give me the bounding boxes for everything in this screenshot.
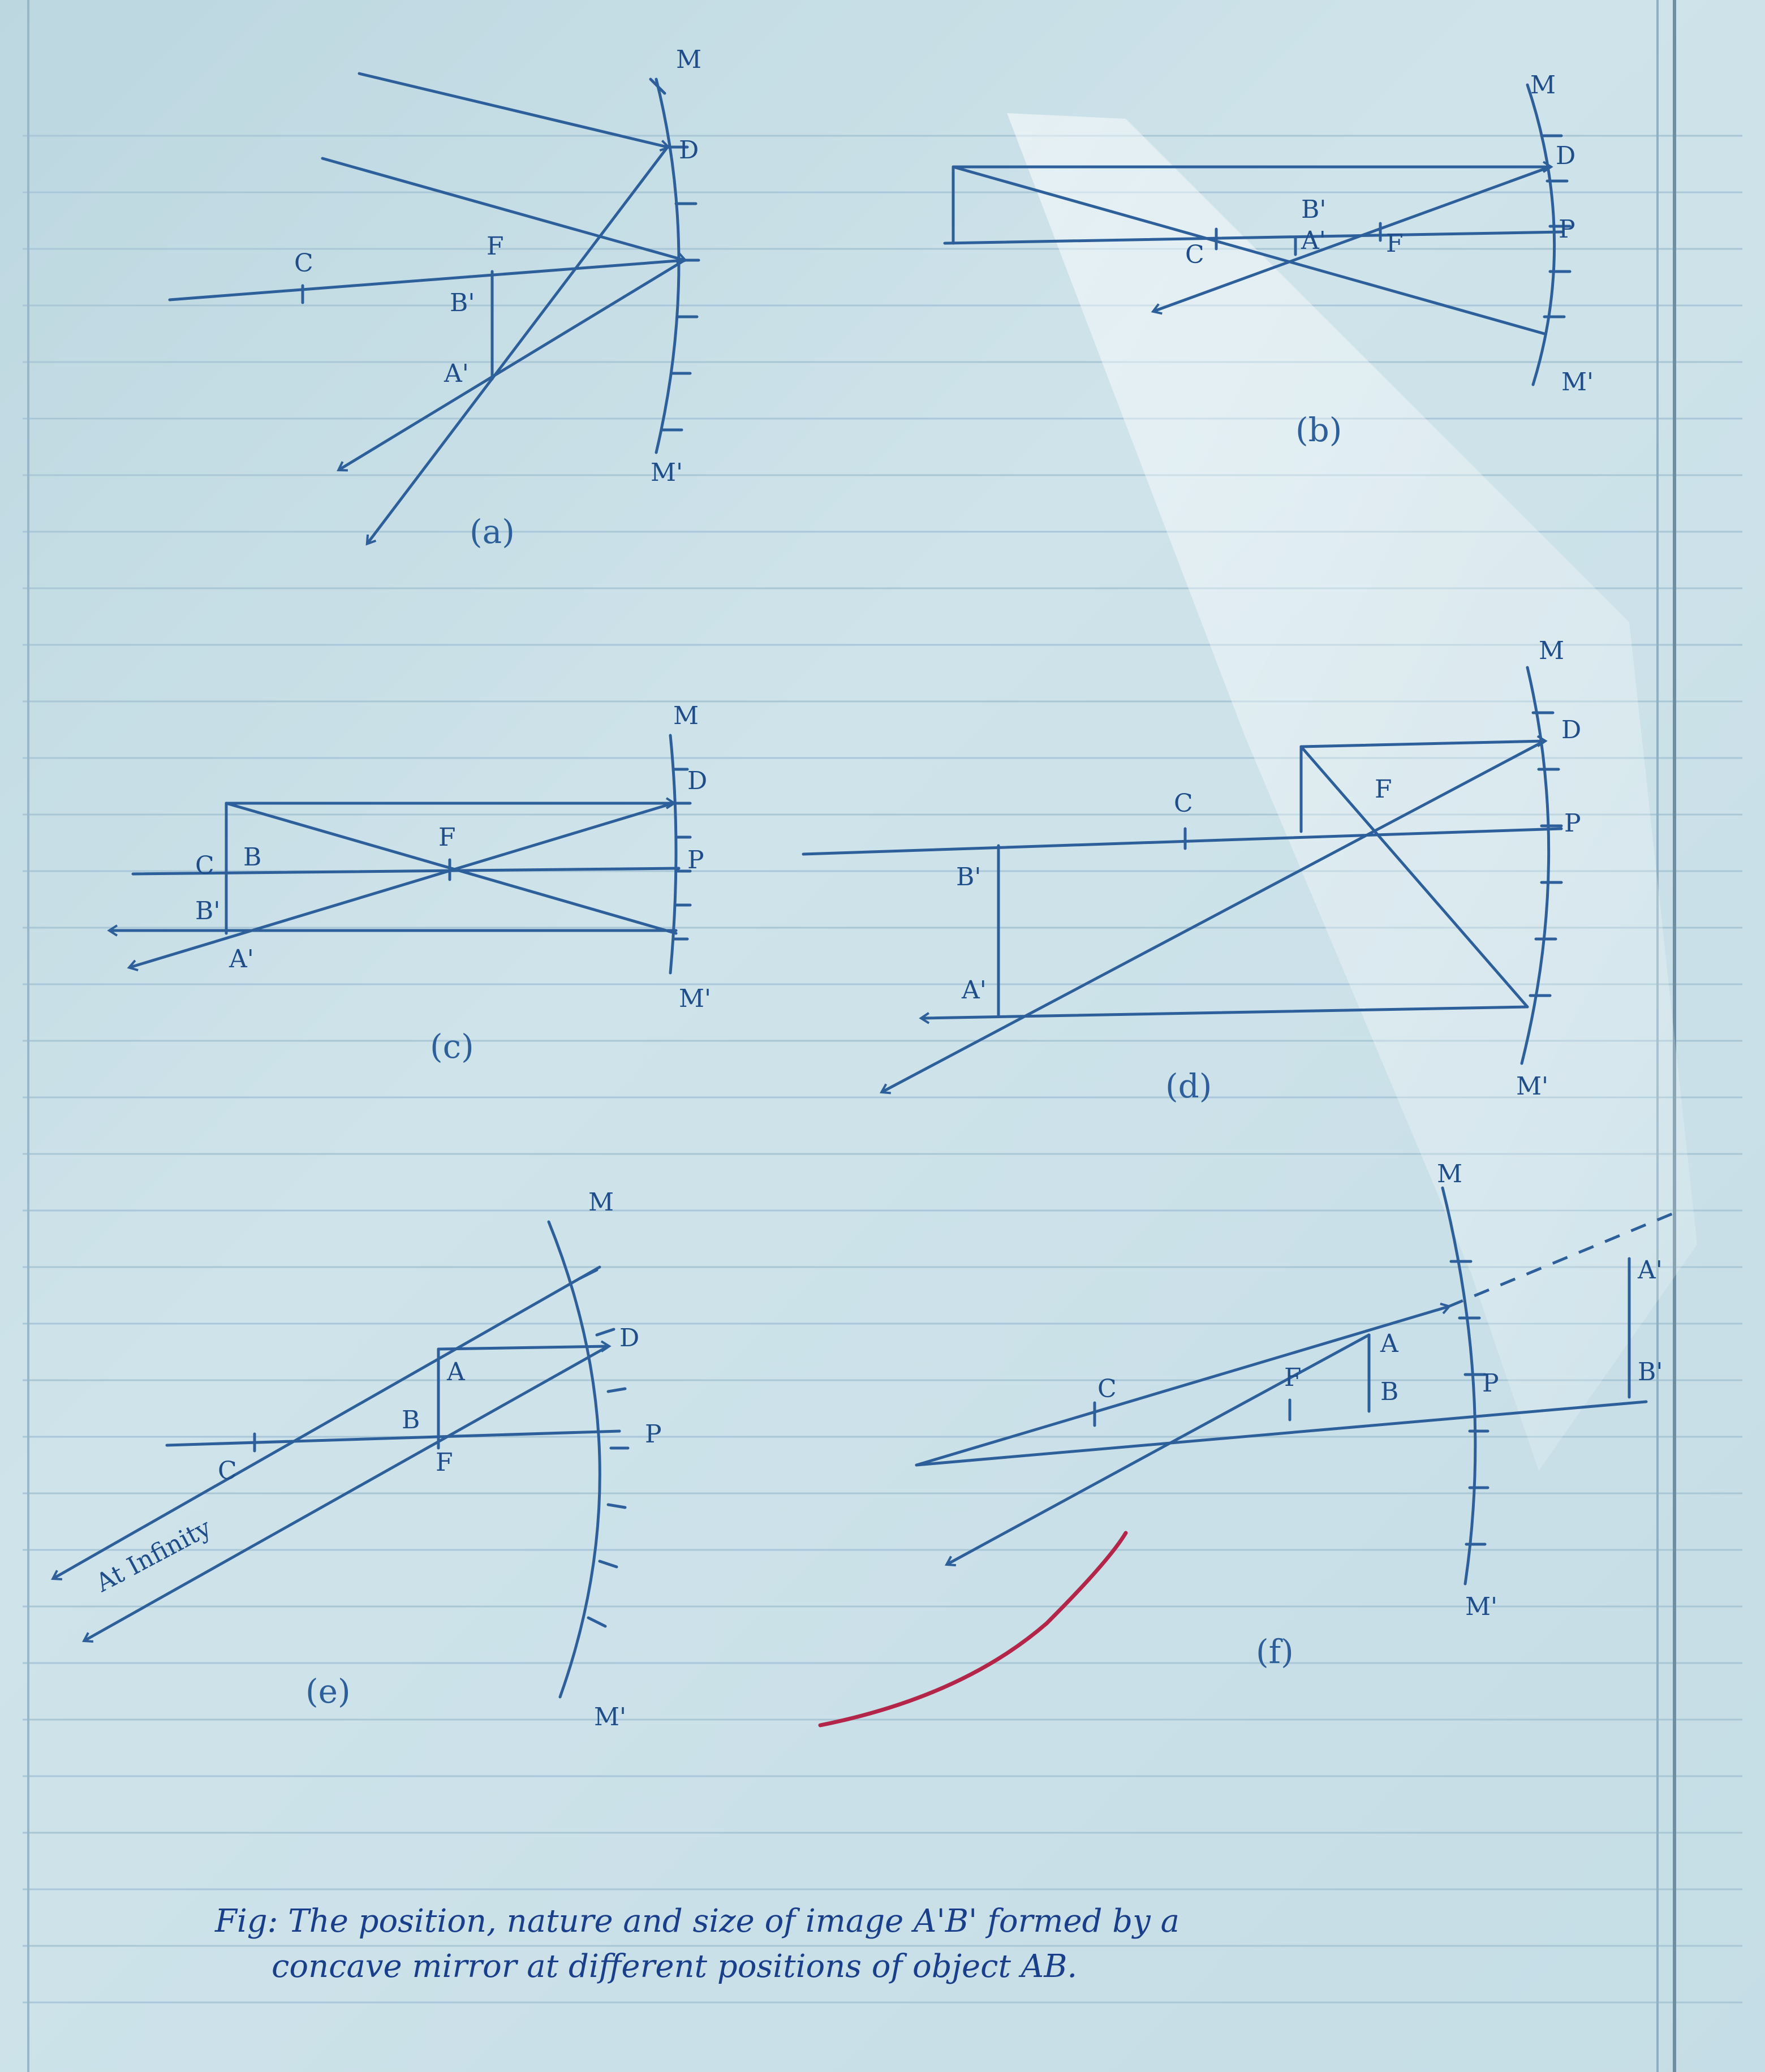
caption-c: (c) <box>430 1027 474 1066</box>
label-f-b: F <box>1386 229 1404 258</box>
label-b1-f: B' <box>1638 1358 1663 1386</box>
label-b1-c: B' <box>195 897 221 925</box>
ray-a3 <box>368 147 668 543</box>
label-c-e: C <box>218 1457 237 1485</box>
label-m-e: M <box>588 1188 614 1217</box>
label-a1-a: A' <box>444 359 469 388</box>
label-m1-e: M' <box>594 1703 627 1731</box>
label-m-c: M <box>673 701 699 730</box>
label-m1-f: M' <box>1465 1592 1498 1621</box>
label-m1-a: M' <box>651 458 683 487</box>
principal-axis-b <box>945 232 1561 243</box>
label-a1-d: A' <box>962 976 987 1005</box>
diagram-c <box>110 701 711 1066</box>
label-b1-d: B' <box>956 863 981 891</box>
label-m-f: M <box>1437 1160 1463 1188</box>
ray-c3 <box>130 803 673 967</box>
label-f-a: F <box>487 232 504 261</box>
label-f-f: F <box>1284 1363 1302 1392</box>
label-c-a: C <box>294 249 313 278</box>
ray-e2 <box>54 1267 600 1578</box>
label-b-e: B <box>402 1406 420 1435</box>
figure-caption-line2: concave mirror at different positions of object AB. <box>272 1948 1078 1985</box>
label-b1-b: B' <box>1301 195 1327 224</box>
caption-d: (d) <box>1165 1067 1212 1105</box>
red-pen-stroke <box>820 1533 1126 1725</box>
principal-axis-a <box>170 260 685 300</box>
label-a-e: A <box>447 1358 465 1386</box>
label-d-d: D <box>1561 716 1582 744</box>
mirror-b <box>1527 85 1555 385</box>
label-p-d: P <box>1564 809 1581 838</box>
principal-axis-e <box>167 1431 619 1445</box>
label-p-b: P <box>1559 215 1575 244</box>
label-m1-b: M' <box>1561 368 1594 397</box>
label-c-b: C <box>1185 240 1204 269</box>
ray-a4 <box>339 260 685 469</box>
caption-e: (e) <box>305 1672 351 1711</box>
label-p-c: P <box>687 846 704 875</box>
mirror-c <box>670 735 676 973</box>
ray-f2 <box>948 1335 1369 1564</box>
label-m1-c: M' <box>679 984 712 1013</box>
label-d-b: D <box>1556 141 1576 170</box>
label-f-e: F <box>436 1448 453 1477</box>
label-m-b: M <box>1530 71 1556 100</box>
label-f-d: F <box>1375 775 1392 804</box>
label-infinity: At Infinity <box>91 1513 216 1598</box>
label-c-c: C <box>195 851 214 880</box>
label-a-f: A <box>1380 1329 1398 1358</box>
label-b-c: B <box>243 843 262 872</box>
figure-caption-line1: Fig: The position, nature and size of image A'B' formed by a <box>215 1903 1179 1940</box>
label-m1-d: M' <box>1516 1072 1549 1101</box>
label-b1-a: B' <box>450 288 475 317</box>
label-m-d: M <box>1539 636 1565 665</box>
label-b-f: B <box>1380 1377 1399 1406</box>
label-a1-b: A' <box>1301 226 1326 255</box>
label-p-f: P <box>1482 1369 1499 1398</box>
label-c-f: C <box>1097 1375 1117 1403</box>
caption-f: (f) <box>1256 1632 1294 1671</box>
label-d-a: D <box>679 136 699 165</box>
label-m-a: M <box>676 45 702 74</box>
label-d-c: D <box>687 766 708 795</box>
label-d-e: D <box>619 1324 640 1352</box>
caption-b: (b) <box>1295 411 1342 449</box>
caption-a: (a) <box>470 512 515 551</box>
label-f-c: F <box>438 823 456 852</box>
ray-e1 <box>438 1346 608 1349</box>
label-p-e: P <box>645 1420 662 1449</box>
diagram-e <box>54 1188 662 1731</box>
label-a1-c: A' <box>229 945 254 973</box>
label-a1-f: A' <box>1638 1256 1663 1285</box>
label-c-d: C <box>1174 789 1193 818</box>
